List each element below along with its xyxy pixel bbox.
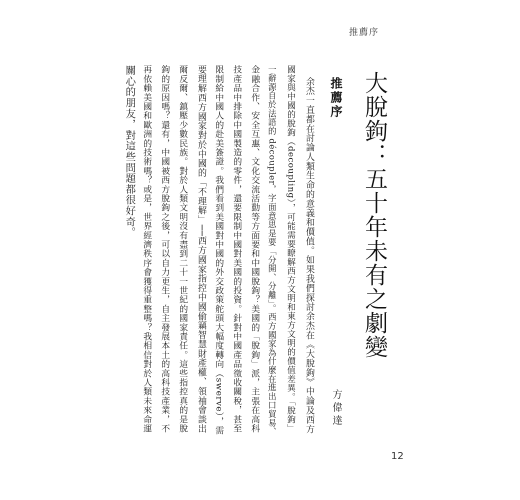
body-line: 技產品中排除中國製造的零件，還要限制中國對美國的投資。針對中國產品徵收關稅，甚至 [231,65,242,433]
body-line: 關心的朋友，對這些問題都很好奇。 [123,65,136,238]
running-head: 推薦序 [349,28,380,38]
body-line: 再依賴美國和歐洲的技術嗎？或是，世界經濟秩序會獲得重整嗎？我相信對於人類未來命運 [141,65,152,433]
chapter-title: 大脫鉤：五十年未有之劇變 [361,71,387,359]
body-line: 一辭源自於法語的 découpler，字面意思是要「分開、分離」。西方國家為什麼在進出口貿易、 [267,65,278,437]
body-line: 鉤的原因嗎？還有，中國被西方脫鉤之後，可以自力更生，自主發展本土的高科技產業，不 [159,65,170,433]
body-line: 國家與中國的脫鉤（decoupling），可能需要瞭解西方文明和東方文明的價值差異。「脫鉤」 [285,65,296,434]
body-line: 爾反爾、鎮壓少數民族。對於人類文明沒有盡到二十一世紀的國家責任。這些指控真的是脫 [177,65,188,433]
preface-label: 推薦序 [329,77,343,119]
body-line: 金融合作、安全互惠、文化交流活動等方面要和中國脫鉤？美國的「脫鉤」派，主張在高科 [249,65,260,433]
page-number: 12 [391,451,404,462]
body-line: 余杰一直都在討論人類生命的意義和價值。如果我們探討余杰在《大脫鉤》中論及西方 [303,77,314,434]
body-line: 要理解西方國家對於中國的「不理解」──西方國家指控中國偷竊智慧財產權、領袖會談出 [195,65,206,434]
body-line: 限制給中國人的赴美簽證。我們看到美國對中國的外交政策舵頭大幅度轉向（swerve），需 [213,65,224,436]
author-name: 方偉達 [330,389,341,428]
